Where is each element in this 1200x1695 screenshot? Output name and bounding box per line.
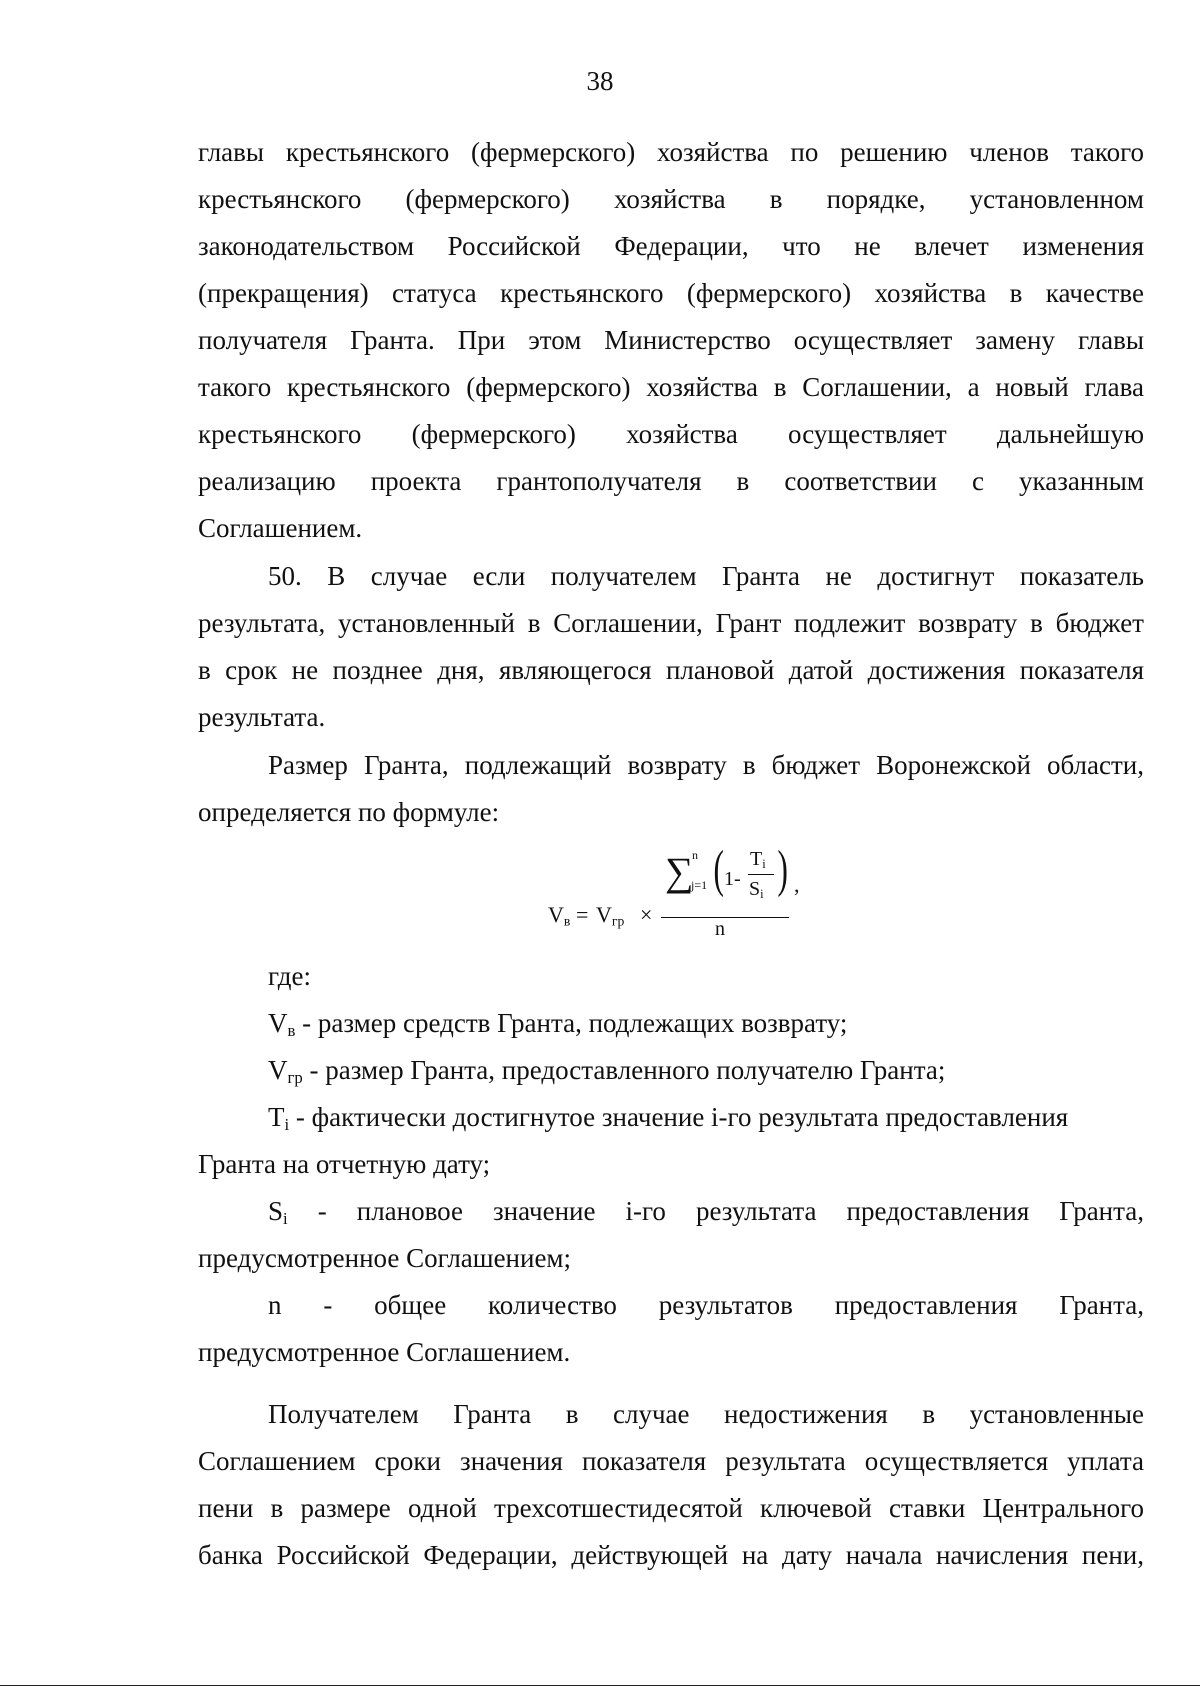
- fraction-t: $T_i$: [750, 848, 766, 872]
- formula-lhs: $V_в$: [548, 902, 571, 929]
- definition-vb: $V_в$ - размер средств Гранта, подлежащих возврату;: [268, 1008, 848, 1041]
- inner-fraction-bar: [748, 874, 774, 875]
- text-line: главы крестьянского (фермерского) хозяйства по решению членов такого: [198, 137, 1144, 167]
- text-line: Соглашением.: [198, 513, 363, 543]
- sum-sigma: ∑: [665, 849, 694, 894]
- one-minus: 1-: [724, 868, 741, 890]
- text-line: такого крестьянского (фермерского) хозяйства в Соглашении, а новый глава: [198, 372, 1144, 402]
- formula-times: ×: [640, 902, 653, 927]
- fraction-s: $S_i$: [749, 878, 764, 902]
- text-line: банка Российской Федерации, действующей на дату начала начисления пени,: [198, 1540, 1144, 1570]
- formula-definitions: [198, 953, 1144, 1376]
- sum-lower-limit: j=1: [691, 878, 708, 892]
- text-line: предусмотренное Соглашением;: [198, 1243, 572, 1273]
- text-line: (прекращения) статуса крестьянского (фермерского) хозяйства в качестве: [198, 278, 1144, 308]
- main-fraction-bar: [661, 917, 789, 918]
- page-bottom-rule: [0, 1685, 1200, 1686]
- paragraph-continuation: [198, 129, 1144, 552]
- definition-n: n - общее количество результатов предоставления Гранта,: [268, 1290, 1144, 1320]
- formula-intro: [198, 742, 1144, 836]
- text-line: пени в размере одной трехсотшестидесятой ключевой ставки Центрального: [198, 1493, 1144, 1523]
- sum-upper-limit: n: [692, 848, 698, 862]
- text-line: 50. В случае если получателем Гранта не достигнут показатель: [268, 561, 1144, 591]
- page-number: 38: [586, 66, 614, 96]
- text-line: результата.: [198, 702, 326, 732]
- text-line: предусмотренное Соглашением.: [198, 1337, 571, 1367]
- paragraph-50: [198, 553, 1144, 741]
- definition-si: $S_i$ - плановое значение i-го результата предоставления Гранта,: [268, 1196, 1144, 1229]
- text-line: в срок не позднее дня, являющегося плановой датой достижения показателя: [198, 655, 1144, 685]
- text-line: крестьянского (фермерского) хозяйства в порядке, установленном: [198, 184, 1144, 214]
- where-label: где:: [268, 961, 311, 991]
- text-line: Размер Гранта, подлежащий возврату в бюджет Воронежской области,: [268, 750, 1144, 780]
- grant-return-formula: [548, 834, 828, 944]
- text-line: реализацию проекта грантополучателя в соответствии с указанным: [198, 466, 1144, 496]
- text-line: законодательством Российской Федерации, что не влечет изменения: [198, 231, 1144, 261]
- definition-ti: $T_i$ - фактически достигнутое значение i-го результата предоставления: [268, 1102, 1069, 1135]
- text-line: крестьянского (фермерского) хозяйства осуществляет дальнейшую: [198, 419, 1144, 449]
- formula-equals: =: [576, 902, 589, 927]
- denominator-n: n: [715, 918, 725, 940]
- paragraph-penalty: [198, 1391, 1144, 1579]
- text-line: определяется по формуле:: [198, 797, 500, 827]
- open-paren: (: [713, 841, 724, 898]
- text-line: получателя Гранта. При этом Министерство осуществляет замену главы: [198, 325, 1144, 355]
- formula-comma: ,: [794, 872, 800, 897]
- close-paren: ): [777, 841, 788, 898]
- text-line: Гранта на отчетную дату;: [198, 1149, 491, 1179]
- text-line: Соглашением сроки значения показателя результата осуществляется уплата: [198, 1446, 1144, 1476]
- text-line: результата, установленный в Соглашении, Грант подлежит возврату в бюджет: [198, 608, 1144, 638]
- definition-vgr: $V_{гр}$ - размер Гранта, предоставленного получателю Гранта;: [268, 1055, 946, 1088]
- text-line: Получателем Гранта в случае недостижения в установленные: [268, 1399, 1144, 1429]
- formula-v-gr: $V_{гр}$: [596, 902, 625, 929]
